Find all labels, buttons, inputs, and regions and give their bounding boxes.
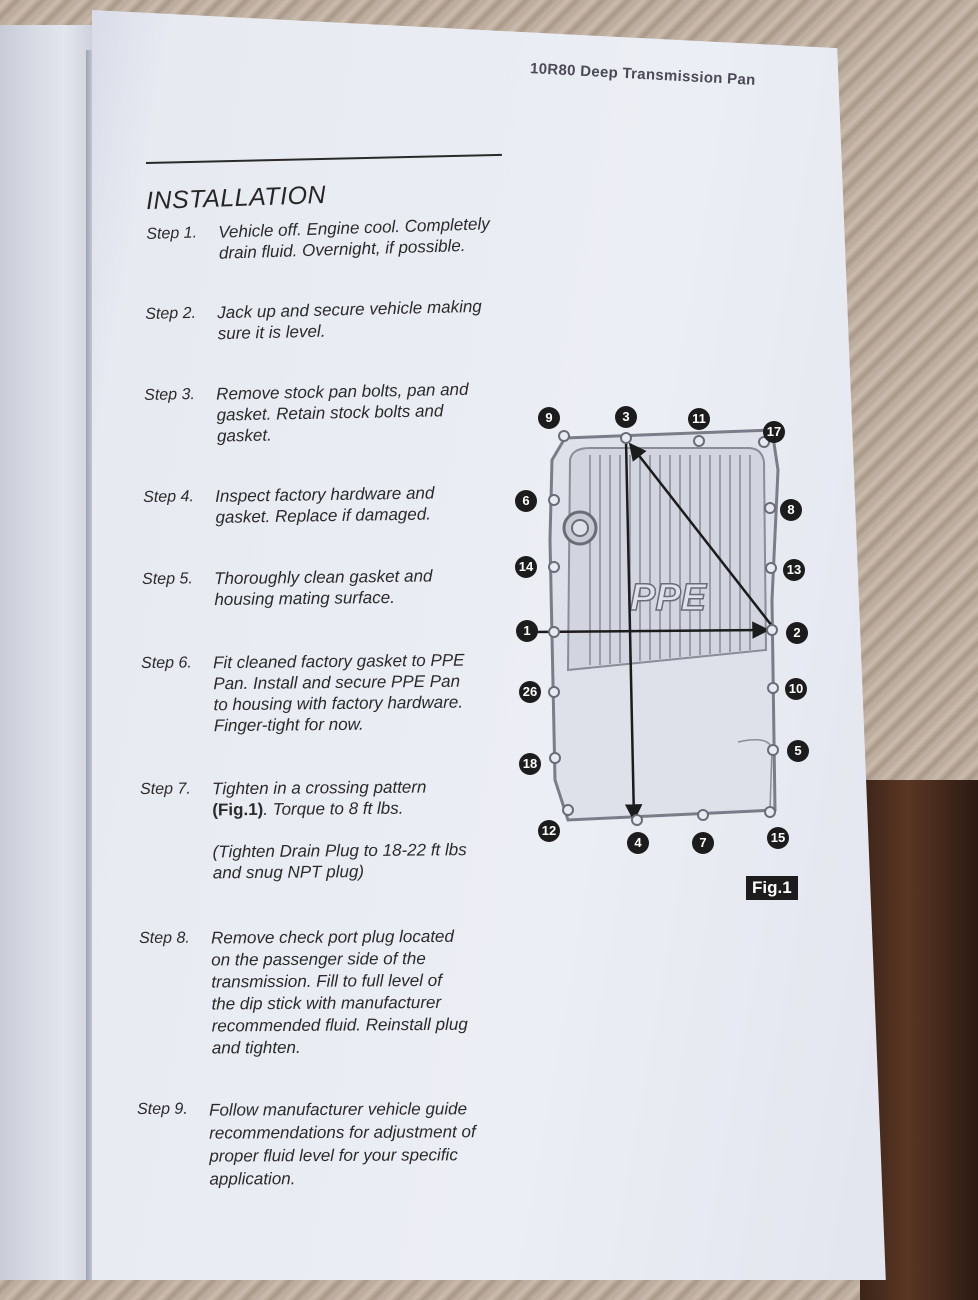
left-page (0, 25, 92, 1280)
step-label: Step 4. (143, 488, 194, 506)
figure-label: Fig.1 (746, 876, 798, 900)
bolt-badge: 10 (785, 678, 807, 700)
step-label: Step 2. (145, 304, 197, 323)
bolt-badge: 26 (519, 681, 541, 703)
bolt-badge: 14 (515, 556, 537, 578)
step-text: Inspect factory hardware and gasket. Replace if damaged. (215, 483, 435, 527)
bolt-badge: 4 (627, 832, 649, 854)
bolt-badge: 5 (787, 740, 809, 762)
step-text: Remove check port plug located on the passenger side of the transmission. Fill to full level of the dip stick with manufacturer recommended fluid. Reinstall plug and tighten. (211, 926, 468, 1058)
page-header: 10R80 Deep Transmission Pan (529, 60, 756, 89)
pan-inner (568, 448, 766, 670)
bolt-badge: 3 (615, 406, 637, 428)
bolt-badge: 9 (538, 407, 560, 429)
bolt-badge: 17 (763, 421, 785, 443)
step-7-text-b: . Torque to 8 ft lbs. (263, 798, 404, 819)
step-7-text-a: Tighten in a crossing pattern (212, 777, 427, 799)
bolt-badge: 1 (516, 620, 538, 642)
bolt-badge: 11 (688, 408, 710, 430)
step-text: Remove stock pan bolts, pan and gasket. Retain stock bolts and gasket. (216, 379, 469, 446)
step-label: Step 3. (144, 386, 196, 404)
fig-reference: (Fig.1) (212, 799, 264, 820)
step-label: Step 9. (137, 1100, 188, 1118)
step-7-note: (Tighten Drain Plug to 18-22 ft lbs and snug NPT plug) (212, 840, 467, 883)
step-text: Vehicle off. Engine cool. Completely drain fluid. Overnight, if possible. (217, 214, 490, 263)
step-text: Follow manufacturer vehicle guide recommendations for adjustment of proper fluid level for your specific application. (209, 1099, 476, 1189)
step-text: Jack up and secure vehicle making sure it is level. (217, 296, 482, 344)
bolt-badge: 18 (519, 753, 541, 775)
bolt-badge: 15 (767, 827, 789, 849)
bolt-badge: 2 (786, 622, 808, 644)
bolt-badge: 6 (515, 490, 537, 512)
step-label: Step 8. (139, 929, 190, 947)
section-title: INSTALLATION (145, 180, 327, 216)
bolt-badge: 7 (692, 832, 714, 854)
torque-pattern-figure (510, 400, 820, 870)
bolt-badge: 12 (538, 820, 560, 842)
bolt-badge: 13 (783, 559, 805, 581)
step-text: Thoroughly clean gasket and housing mating surface. (214, 566, 433, 610)
step-text (212, 776, 512, 821)
step-text: Fit cleaned factory gasket to PPE Pan. Install and secure PPE Pan to housing with factory hardware. Finger-tight for now. (213, 650, 465, 736)
ppe-logo: PPE (630, 577, 707, 619)
bolt-badge: 8 (780, 499, 802, 521)
step-label: Step 1. (146, 224, 198, 243)
step-label: Step 6. (141, 654, 192, 672)
step-label: Step 5. (142, 570, 193, 588)
step-label: Step 7. (140, 780, 191, 798)
pan-diagram (510, 400, 820, 870)
